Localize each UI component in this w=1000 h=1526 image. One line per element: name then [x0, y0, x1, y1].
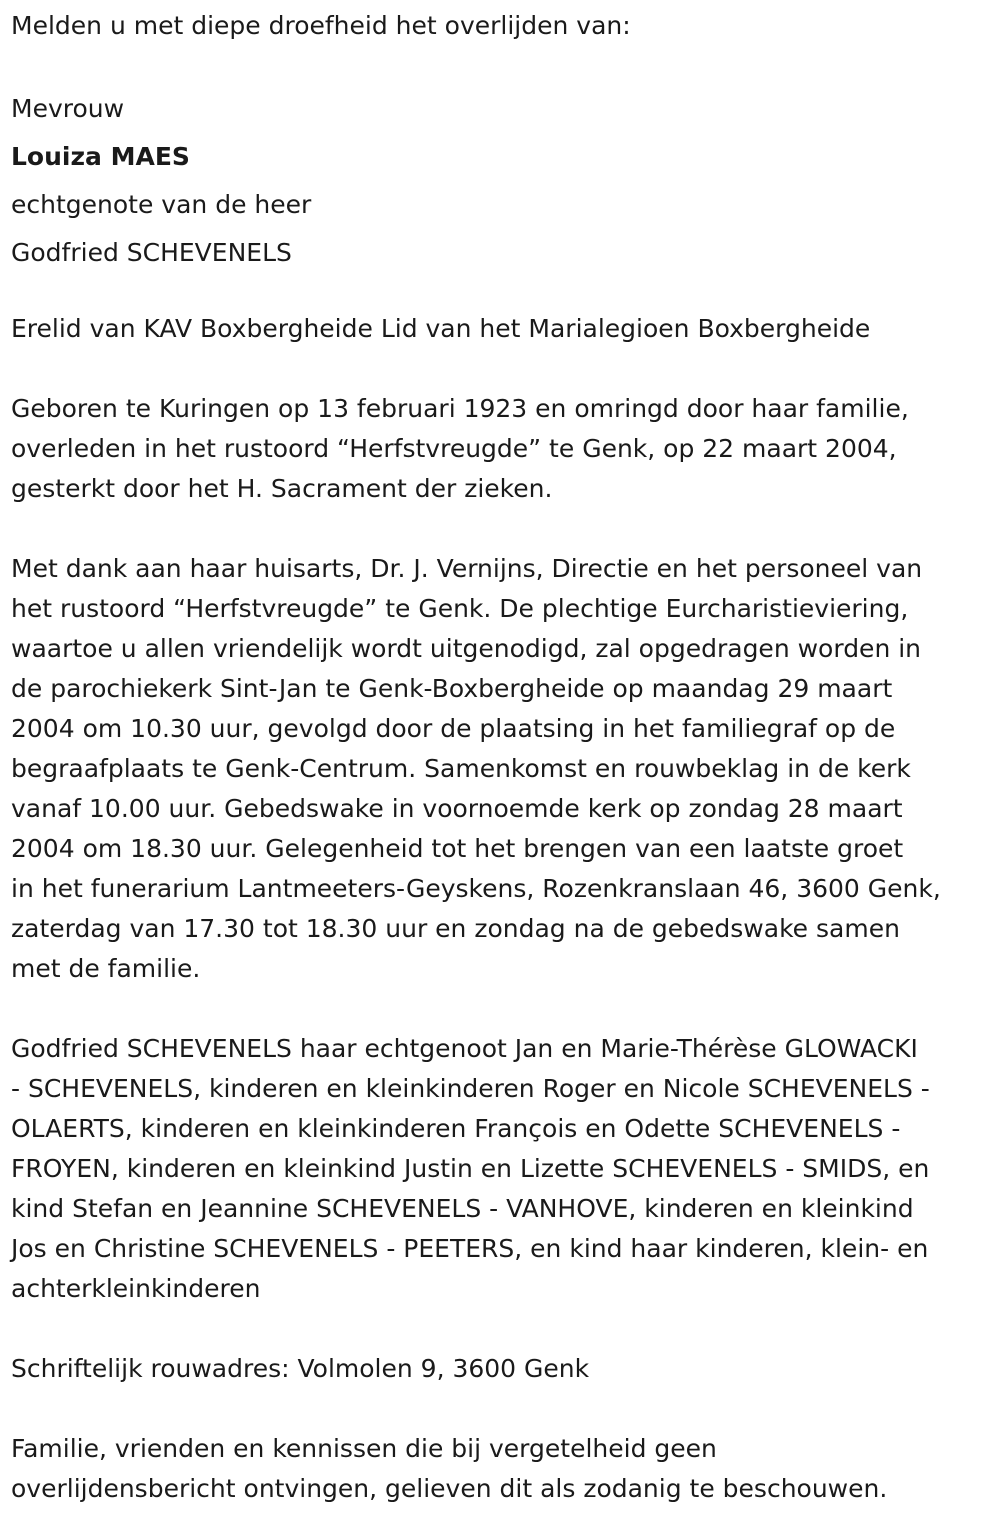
birth-death-section	[11, 389, 990, 509]
intro-text: Melden u met diepe droefheid het overlijden van:	[11, 11, 631, 40]
ceremony-line: Met dank aan haar huisarts, Dr. J. Vernijns, Directie en het personeel van	[11, 554, 923, 583]
ceremony-line: waartoe u allen vriendelijk wordt uitgenodigd, zal opgedragen worden in	[11, 634, 922, 663]
family-section	[11, 1029, 990, 1309]
closing-line: overlijdensbericht ontvingen, gelieven dit als zodanig te beschouwen.	[11, 1474, 888, 1503]
family-line: Godfried SCHEVENELS haar echtgenoot Jan en Marie-Thérèse GLOWACKI	[11, 1034, 918, 1063]
birth-death-line: overleden in het rustoord “Herfstvreugde” te Genk, op 22 maart 2004,	[11, 434, 897, 463]
memberships-text: Erelid van KAV Boxbergheide Lid van het Marialegioen Boxbergheide	[11, 314, 871, 343]
ceremony-line: vanaf 10.00 uur. Gebedswake in voornoemde kerk op zondag 28 maart	[11, 794, 903, 823]
ceremony-line: begraafplaats te Genk-Centrum. Samenkomst en rouwbeklag in de kerk	[11, 754, 911, 783]
deceased-relation: echtgenote van de heer	[11, 190, 312, 219]
closing-line: Familie, vrienden en kennissen die bij vergetelheid geen	[11, 1434, 717, 1463]
family-line: kind Stefan en Jeannine SCHEVENELS - VANHOVE, kinderen en kleinkind	[11, 1194, 914, 1223]
family-line: Jos en Christine SCHEVENELS - PEETERS, en kind haar kinderen, klein- en	[11, 1234, 929, 1263]
ceremony-line: de parochiekerk Sint-Jan te Genk-Boxbergheide op maandag 29 maart	[11, 674, 893, 703]
birth-death-line: Geboren te Kuringen op 13 februari 1923 en omringd door haar familie,	[11, 394, 909, 423]
family-line: FROYEN, kinderen en kleinkind Justin en Lizette SCHEVENELS - SMIDS, en	[11, 1154, 930, 1183]
deceased-name: Louiza MAES	[11, 142, 190, 171]
ceremony-line: 2004 om 10.30 uur, gevolgd door de plaatsing in het familiegraf op de	[11, 714, 896, 743]
address-section	[11, 1349, 990, 1389]
memberships-section	[11, 309, 990, 349]
ceremony-section	[11, 549, 990, 989]
deceased-title: Mevrouw	[11, 94, 125, 123]
family-line: - SCHEVENELS, kinderen en kleinkinderen Roger en Nicole SCHEVENELS -	[11, 1074, 930, 1103]
deceased-spouse: Godfried SCHEVENELS	[11, 238, 292, 267]
ceremony-line: in het funerarium Lantmeeters-Geyskens, Rozenkranslaan 46, 3600 Genk,	[11, 874, 941, 903]
closing-section	[11, 1429, 990, 1509]
ceremony-line: 2004 om 18.30 uur. Gelegenheid tot het brengen van een laatste groet	[11, 834, 904, 863]
ceremony-line: het rustoord “Herfstvreugde” te Genk. De plechtige Eurcharistieviering,	[11, 594, 909, 623]
family-line: achterkleinkinderen	[11, 1274, 261, 1303]
ceremony-line: zaterdag van 17.30 tot 18.30 uur en zondag na de gebedswake samen	[11, 914, 900, 943]
birth-death-line: gesterkt door het H. Sacrament der zieken.	[11, 474, 553, 503]
ceremony-line: met de familie.	[11, 954, 201, 983]
family-line: OLAERTS, kinderen en kleinkinderen François en Odette SCHEVENELS -	[11, 1114, 901, 1143]
deceased-block	[11, 85, 990, 277]
mourning-address: Schriftelijk rouwadres: Volmolen 9, 3600 Genk	[11, 1354, 590, 1383]
